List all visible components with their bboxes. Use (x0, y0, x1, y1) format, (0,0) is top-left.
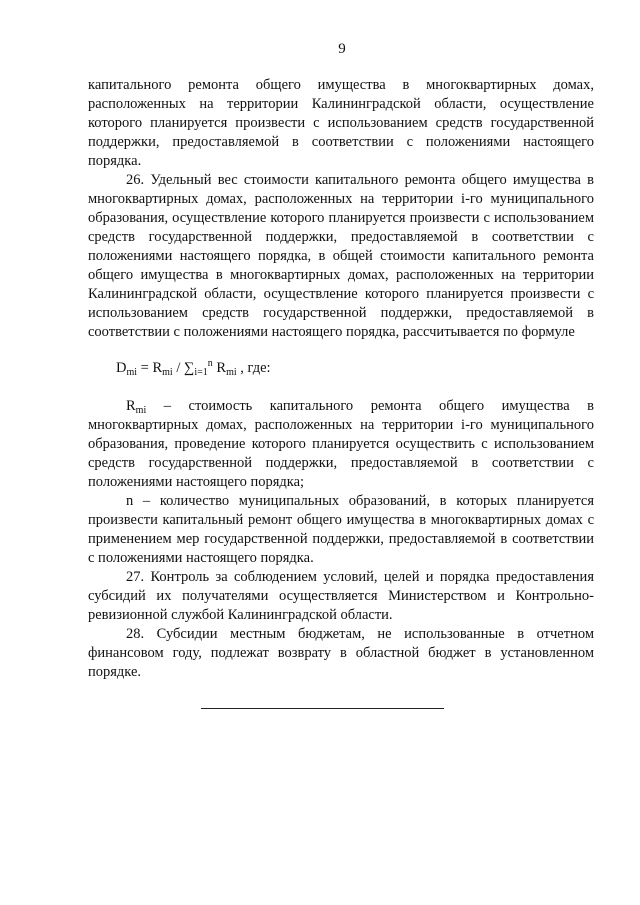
definition-r (88, 397, 594, 492)
formula-r-sum-term: R (212, 360, 227, 376)
formula-tail: , где: (236, 360, 271, 376)
paragraph-26: 26. Удельный вес стоимости капитального ремонта общего имущества в многоквартирных домах, расположенных на территории i-го муниципального образования, осуществление которого планируется произвести с использованием средств государственной поддержки, предоставляемой в соответствии с положениями настоящего порядка, в общей стоимости капитального ремонта общего имущества в многоквартирных домах, расположенных на территории Калининградской области, осуществление которого планируется произвести с использованием средств государственной поддержки, предоставляемой в соответствии с положениями настоящего порядка, рассчитывается по формуле (88, 172, 594, 340)
formula-equals: = (137, 360, 153, 376)
formula (116, 359, 594, 378)
formula-d-subscript: mi (126, 367, 138, 378)
page-number: 9 (338, 41, 346, 57)
formula-r: R (152, 360, 163, 376)
formula-sum-upper-limit: n (207, 358, 213, 369)
paragraph-28: 28. Субсидии местным бюджетам, не использованные в отчетном финансовом году, подлежат возврату в областной бюджет в установленном порядке. (88, 626, 594, 680)
paragraph-27: 27. Контроль за соблюдением условий, целей и порядка предоставления субсидий их получателями осуществляется Министерством и Контрольно-ревизионной службой Калининградской области. (88, 569, 594, 623)
formula-d: D (116, 360, 127, 376)
formula-sum-lower-limit: i=1 (194, 367, 208, 378)
formula-r-subscript: mi (162, 367, 173, 378)
definition-n: n – количество муниципальных образований, в которых планируется произвести капитальный ремонт общего имущества в многоквартирных домах с применением мер государственной поддержки, предоставляемой в соответствии с положениями настоящего порядка. (88, 493, 594, 566)
document-body (88, 76, 594, 682)
definition-r-symbol: R (126, 398, 136, 414)
formula-r-sum-term-subscript: mi (226, 367, 237, 378)
definition-r-text: – стоимость капитального ремонта общего имущества в многоквартирных домах, расположенных на территории i-го муниципального образования, проведение которого планируется осуществить с использованием средств государственной поддержки, предоставляемой в соответствии с положениями настоящего порядка; (88, 398, 594, 490)
closing-divider (201, 708, 444, 709)
paragraph-continuation: капитального ремонта общего имущества в многоквартирных домах, расположенных на территории Калининградской области, осуществление которого планируется произвести с использованием средств государственной поддержки, предоставляемой в соответствии с положениями настоящего порядка. (88, 77, 594, 169)
formula-sum-sign: / ∑ (172, 360, 195, 376)
definition-r-symbol-subscript: mi (135, 405, 147, 416)
